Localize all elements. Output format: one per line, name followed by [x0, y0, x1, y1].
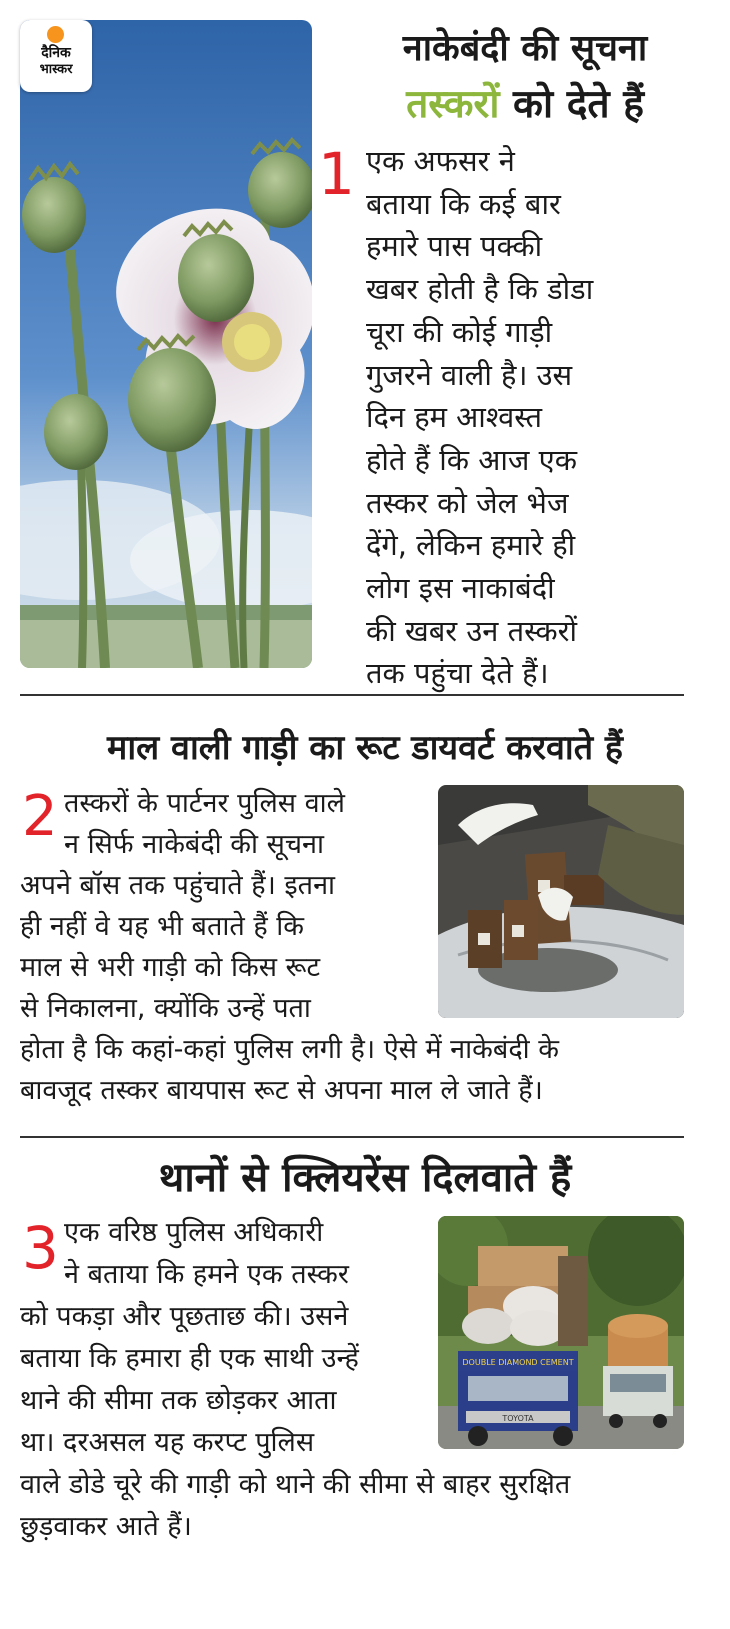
section1-number: 1: [318, 140, 355, 208]
paragraph-line: बताया कि हमारा ही एक साथी उन्हें: [20, 1343, 359, 1374]
paragraph-line: चूरा की कोई गाड़ी: [366, 314, 553, 349]
paragraph-line: एक वरिष्ठ पुलिस अधिकारी: [64, 1217, 324, 1248]
paragraph-line: न सिर्फ नाकेबंदी की सूचना: [64, 829, 324, 860]
dainik-bhaskar-logo: [20, 20, 92, 92]
paragraph-line: वाले डोडे चूरे की गाड़ी को थाने की सीमा से बाहर सुरक्षित: [20, 1469, 571, 1500]
paragraph-line: लोग इस नाकाबंदी: [366, 571, 555, 606]
paragraph-line: थाने की सीमा तक छोड़कर आता: [20, 1385, 337, 1416]
section-divider: [20, 694, 684, 696]
car-trunk-drugs-photo: [438, 785, 684, 1018]
section1-heading-line1: नाकेबंदी की सूचना: [402, 28, 648, 69]
paragraph-line: होता है कि कहां-कहां पुलिस लगी है। ऐसे में नाकेबंदी के: [20, 1034, 559, 1065]
section1-heading-line2: [330, 80, 720, 130]
section2-heading: माल वाली गाड़ी का रूट डायवर्ट करवाते हैं: [107, 728, 623, 768]
poppy-flower-photo: [20, 20, 312, 668]
paragraph-line: था। दरअसल यह करप्ट पुलिस: [20, 1427, 315, 1458]
truck-brand-text: TOYOTA: [502, 1414, 534, 1423]
logo-line2: भास्कर: [39, 62, 73, 77]
section2-number: 2: [22, 784, 58, 849]
paragraph-line: तस्करों के पार्टनर पुलिस वाले: [64, 788, 345, 819]
paragraph-line: को पकड़ा और पूछताछ की। उसने: [20, 1301, 349, 1332]
section1-paragraph: [366, 140, 726, 695]
section3-number: 3: [22, 1214, 59, 1282]
paragraph-line: ने बताया कि हमने एक तस्कर: [64, 1259, 349, 1290]
logo-line1: दैनिक: [41, 45, 71, 61]
paragraph-line: बावजूद तस्कर बायपास रूट से अपना माल ले जाते हैं।: [20, 1075, 543, 1106]
paragraph-line: होते हैं कि आज एक: [366, 442, 577, 477]
paragraph-line: से निकालना, क्योंकि उन्हें पता: [20, 993, 311, 1024]
paragraph-line: ही नहीं वे यह भी बताते हैं कि: [20, 911, 304, 942]
truck-banner-text: DOUBLE DIAMOND CEMENT: [462, 1358, 574, 1367]
paragraph-line: हमारे पास पक्की: [366, 229, 543, 264]
paragraph-line: देंगे, लेकिन हमारे ही: [366, 528, 576, 563]
paragraph-line: बताया कि कई बार: [366, 186, 561, 221]
overloaded-truck-photo: [438, 1216, 684, 1449]
paragraph-line: छुड़वाकर आते हैं।: [20, 1511, 192, 1542]
paragraph-line: अपने बॉस तक पहुंचाते हैं। इतना: [20, 870, 336, 901]
paragraph-line: दिन हम आश्वस्त: [366, 400, 543, 435]
logo-sun-dot: [47, 26, 64, 43]
paragraph-line: तक पहुंचा देते हैं।: [366, 656, 549, 691]
heading-green-word: तस्करों: [406, 82, 500, 127]
paragraph-line: खबर होती है कि डोडा: [366, 272, 594, 307]
heading-rest: को देते हैं: [499, 82, 644, 127]
paragraph-line: की खबर उन तस्करों: [366, 613, 578, 648]
section3-heading: थानों से क्लियरेंस दिलवाते हैं: [158, 1155, 572, 1201]
paragraph-line: एक अफसर ने: [366, 144, 515, 178]
paragraph-line: माल से भरी गाड़ी को किस रूट: [20, 952, 321, 983]
paragraph-line: गुजरने वाली है। उस: [366, 357, 573, 392]
section-divider: [20, 1136, 684, 1138]
paragraph-line: तस्कर को जेल भेज: [366, 485, 569, 520]
